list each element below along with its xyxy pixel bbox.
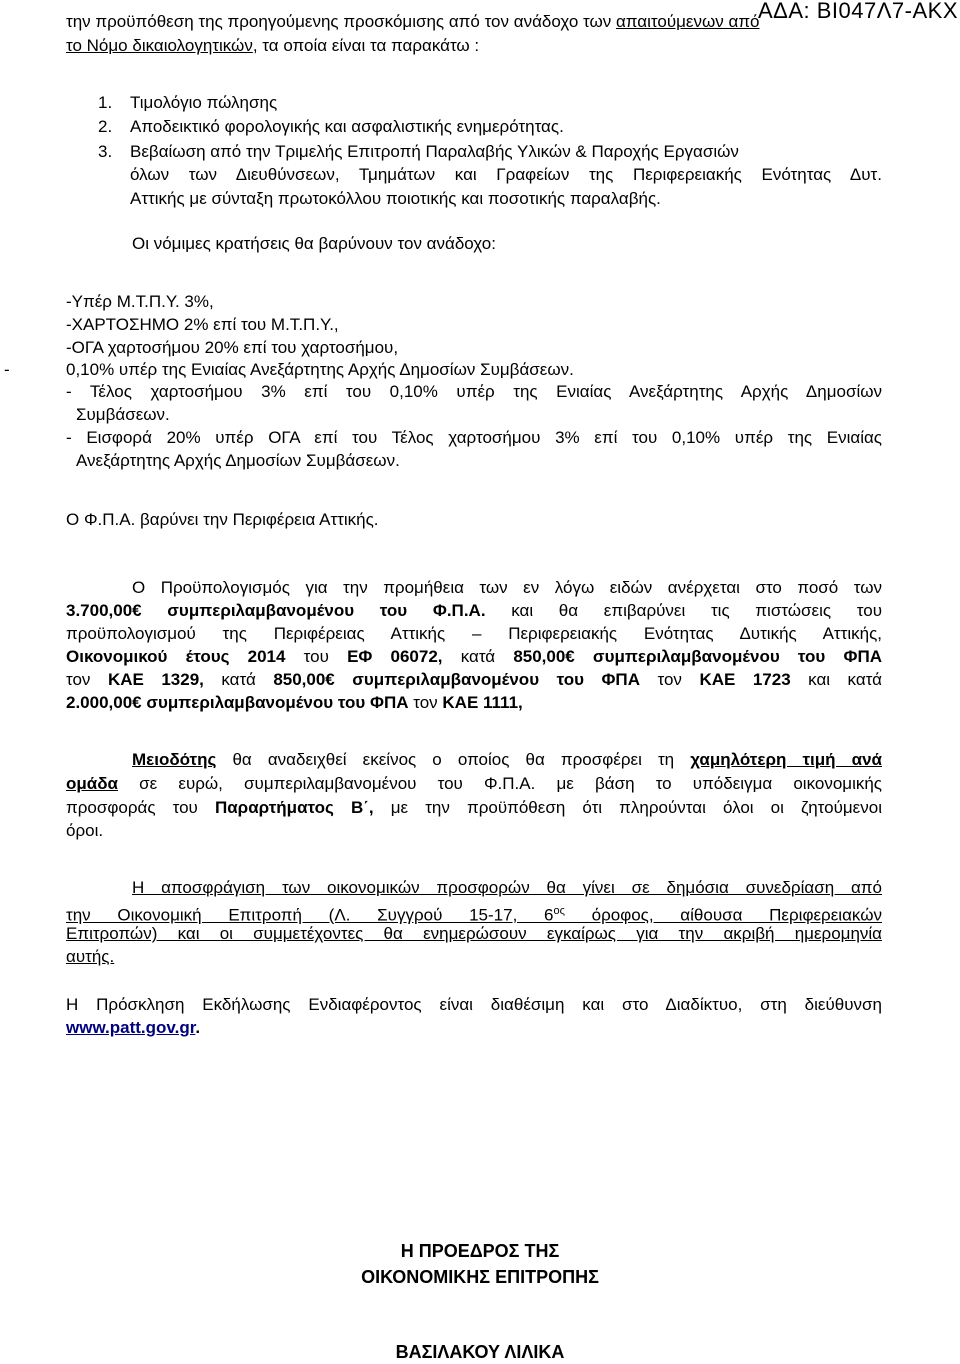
budget-text: του <box>285 647 348 666</box>
unsealing-line: Επιτροπών) και οι συμμετέχοντες θα ενημερώσουν εγκαίρως για την ακριβή ημερομηνία <box>66 924 882 943</box>
intro-line-1 <box>66 11 760 33</box>
budget-line <box>66 692 523 714</box>
winner-text: σε ευρώ, συμπεριλαμβανομένου του Φ.Π.Α. με βάση το υπόδειγμα οικονομικής <box>118 774 882 793</box>
winner-text: με την προϋπόθεση ότι πληρούνται όλοι οι ζητούμενοι <box>373 798 882 817</box>
winner-group: ομάδα <box>66 774 118 793</box>
winner-text: προσφοράς του <box>66 798 215 817</box>
budget-kae: ΚΑΕ 1723 <box>699 670 791 689</box>
signature-name: ΒΑΣΙΛΑΚΟΥ ΛΙΛΙΚΑ <box>395 1342 565 1362</box>
budget-line: προϋπολογισμού της Περιφέρειας Αττικής – Περιφερειακής Ενότητας Δυτικής Αττικής, <box>66 624 882 643</box>
winner-criterion: χαμηλότερη τιμή ανά <box>690 750 882 769</box>
budget-text: και κατά <box>790 670 882 689</box>
signature-title-1: Η ΠΡΟΕΔΡΟΣ ΤΗΣ <box>400 1241 560 1261</box>
unsealing-sup: ος <box>553 905 565 917</box>
intro-line-1-text: την προϋπόθεση της προηγούμενης προσκόμισης από τον ανάδοχο των <box>66 12 616 31</box>
budget-text: τον <box>66 670 108 689</box>
unsealing-text: την Οικονομική Επιτροπή (Λ. Συγγρού 15-17, 6 <box>66 905 554 925</box>
withholdings-intro: Οι νόμιμες κρατήσεις θα βαρύνουν τον ανάδοχο: <box>132 234 496 253</box>
intro-line-1-underlined: απαιτούμενων από <box>615 12 760 31</box>
withholding-item: -ΟΓΑ χαρτοσήμου 20% επί του χαρτοσήμου, <box>66 338 399 357</box>
budget-text: κατά <box>442 647 514 666</box>
budget-line <box>66 600 882 622</box>
budget-kae: ΚΑΕ 1329, <box>107 670 204 689</box>
unsealing-text: όροφος, αίθουσα Περιφερειακών <box>564 905 882 925</box>
list-item <box>98 116 564 138</box>
withholding-item: - Εισφορά 20% υπέρ ΟΓΑ επί του Τέλος χαρτοσήμου 3% επί του 0,10% υπέρ της Ενιαίας <box>66 428 882 447</box>
budget-amount: 3.700,00€ συμπεριλαμβανομένου του Φ.Π.Α. <box>66 601 486 620</box>
list-item-text: Βεβαίωση από την Τριμελής Επιτροπή Παραλαβής Υλικών & Παροχής Εργασιών <box>130 142 739 161</box>
winner-line <box>66 797 882 819</box>
withholding-item: -Υπέρ Μ.Τ.Π.Υ. 3%, <box>66 292 214 311</box>
winner-line <box>66 773 882 795</box>
budget-ef: ΕΦ 06072, <box>347 647 443 666</box>
budget-text: κατά <box>203 670 274 689</box>
withholding-item: 0,10% υπέρ της Ενιαίας Ανεξάρτητης Αρχής Δημοσίων Συμβάσεων. <box>66 360 574 379</box>
winner-term: Μειοδότης <box>132 750 217 769</box>
list-item <box>98 141 882 163</box>
budget-text: και θα επιβαρύνει τις πιστώσεις του <box>485 601 882 620</box>
budget-amount: 2.000,00€ συμπεριλαμβανομένου του ΦΠΑ <box>66 693 409 712</box>
notice-period: . <box>195 1018 201 1037</box>
budget-amount: 850,00€ συμπεριλαμβανομένου του ΦΠΑ <box>513 647 882 666</box>
unsealing-line: αυτής. <box>66 947 115 966</box>
list-item <box>98 92 277 114</box>
withholding-item: -ΧΑΡΤΟΣΗΜΟ 2% επί του Μ.Τ.Π.Υ., <box>66 315 339 334</box>
budget-line: Ο Προϋπολογισμός για την προμήθεια των εν λόγω ειδών ανέρχεται στο ποσό των <box>132 578 882 597</box>
list-item-number: 3. <box>98 142 113 161</box>
budget-line <box>66 669 882 691</box>
withholding-item-continuation: Συμβάσεων. <box>76 405 170 424</box>
fpa-note: Ο Φ.Π.Α. βαρύνει την Περιφέρεια Αττικής. <box>66 510 379 529</box>
list-item-number: 2. <box>98 117 113 136</box>
budget-kae: ΚΑΕ 1111, <box>442 693 523 712</box>
list-item-continuation: όλων των Διευθύνσεων, Τμημάτων και Γραφείων της Περιφερειακής Ενότητας Δυτ. <box>130 165 882 184</box>
intro-line-2-underlined: το Νόμο δικαιολογητικών <box>66 36 253 55</box>
signature-title-2: ΟΙΚΟΝΟΜΙΚΗΣ ΕΠΙΤΡΟΠΗΣ <box>361 1267 599 1287</box>
winner-line: όροι. <box>66 821 104 840</box>
budget-amount: 850,00€ συμπεριλαμβανομένου του ΦΠΑ <box>273 670 640 689</box>
winner-text: θα αναδειχθεί εκείνος ο οποίος θα προσφέρει τη <box>216 750 691 769</box>
budget-text: τον <box>640 670 700 689</box>
winner-annex: Παραρτήματος Β΄, <box>214 798 374 817</box>
budget-text: τον <box>408 693 443 712</box>
intro-line-2-text: , τα οποία είναι τα παρακάτω : <box>252 36 480 55</box>
withholding-dash: - <box>4 360 10 379</box>
list-item-number: 1. <box>98 93 113 112</box>
notice-line: Η Πρόσκληση Εκδήλωσης Ενδιαφέροντος είναι διαθέσιμη και στο Διαδίκτυο, στη διεύθυνση <box>66 995 882 1014</box>
budget-year: Οικονομικού έτους 2014 <box>66 647 286 666</box>
list-item-text: Τιμολόγιο πώλησης <box>130 93 278 112</box>
withholding-item: - Τέλος χαρτοσήμου 3% επί του 0,10% υπέρ της Ενιαίας Ανεξάρτητης Αρχής Δημοσίων <box>66 382 882 401</box>
list-item-text: Αποδεικτικό φορολογικής και ασφαλιστικής ενημερότητας. <box>130 117 564 136</box>
winner-line <box>132 749 882 771</box>
notice-line <box>66 1017 200 1039</box>
ada-header: ΑΔΑ: ΒΙ047Λ7-ΑΚΧ <box>757 0 958 23</box>
list-item-continuation: Αττικής με σύνταξη πρωτοκόλλου ποιοτικής και ποσοτικής παραλαβής. <box>130 189 661 208</box>
intro-line-2 <box>66 35 479 57</box>
unsealing-line: Η αποσφράγιση των οικονομικών προσφορών θα γίνει σε δημόσια συνεδρίαση από <box>132 878 882 897</box>
website-link[interactable]: www.patt.gov.gr <box>66 1018 196 1037</box>
budget-line <box>66 646 882 668</box>
withholding-item-continuation: Ανεξάρτητης Αρχής Δημοσίων Συμβάσεων. <box>76 451 400 470</box>
